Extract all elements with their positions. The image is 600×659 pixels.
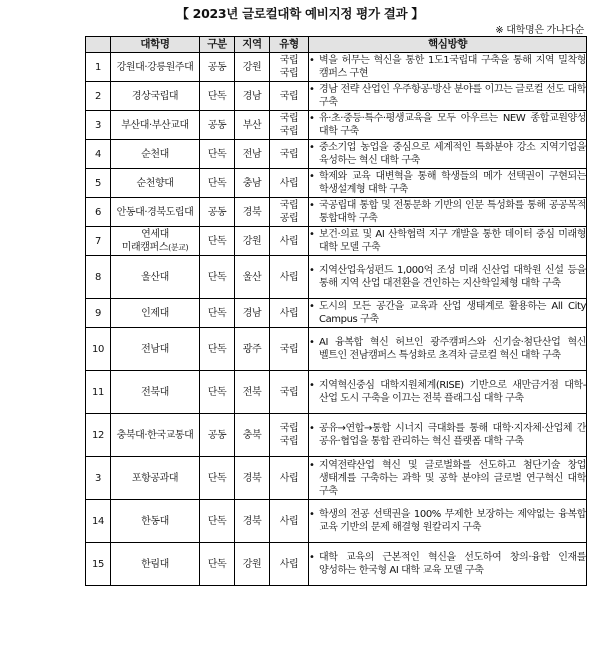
table-row bbox=[86, 169, 587, 198]
row-number: 6 bbox=[86, 198, 111, 227]
table-row bbox=[86, 328, 587, 371]
type-cell: 단독 bbox=[200, 169, 235, 198]
row-number: 2 bbox=[86, 82, 111, 111]
table-row bbox=[86, 140, 587, 169]
ownership-cell: 국립 국립 bbox=[270, 111, 309, 140]
region-cell: 경남 bbox=[235, 299, 270, 328]
university-name: 울산대 bbox=[111, 256, 200, 299]
university-name: 포항공과대 bbox=[111, 457, 200, 500]
column-header-number bbox=[86, 37, 111, 53]
column-header-direction: 핵심방향 bbox=[309, 37, 587, 53]
university-name: 전북대 bbox=[111, 371, 200, 414]
column-header-ownership: 유형 bbox=[270, 37, 309, 53]
university-name: 전남대 bbox=[111, 328, 200, 371]
university-name: 강원대·강릉원주대 bbox=[111, 53, 200, 82]
university-name: 순천대 bbox=[111, 140, 200, 169]
direction-cell: • AI 융복합 혁신 허브인 광주캠퍼스와 신기술·첨단산업 혁신 벨트인 전남캠퍼스 특성화로 초격차 글로컬 혁신 대학 구축 bbox=[309, 328, 587, 371]
table-row bbox=[86, 53, 587, 82]
type-cell: 단독 bbox=[200, 328, 235, 371]
type-cell: 단독 bbox=[200, 299, 235, 328]
university-name: 안동대·경북도립대 bbox=[111, 198, 200, 227]
column-header-region: 지역 bbox=[235, 37, 270, 53]
direction-cell: • 국공립대 통합 및 전통문화 기반의 인문 특성화를 통해 공공목적 통합대학 구축 bbox=[309, 198, 587, 227]
row-number: 15 bbox=[86, 543, 111, 586]
type-cell: 공동 bbox=[200, 111, 235, 140]
table-row bbox=[86, 371, 587, 414]
region-cell: 경북 bbox=[235, 500, 270, 543]
row-number: 11 bbox=[86, 371, 111, 414]
direction-cell: • 유·초·중등·특수·평생교육을 모두 아우르는 NEW 종합교원양성 대학 구축 bbox=[309, 111, 587, 140]
row-number: 10 bbox=[86, 328, 111, 371]
table-row bbox=[86, 299, 587, 328]
ownership-cell: 사립 bbox=[270, 299, 309, 328]
type-cell: 공동 bbox=[200, 414, 235, 457]
type-cell: 단독 bbox=[200, 500, 235, 543]
table-row bbox=[86, 227, 587, 256]
table-header-row bbox=[86, 37, 587, 53]
region-cell: 부산 bbox=[235, 111, 270, 140]
table-row bbox=[86, 198, 587, 227]
row-number: 1 bbox=[86, 53, 111, 82]
region-cell: 광주 bbox=[235, 328, 270, 371]
table-row bbox=[86, 256, 587, 299]
direction-cell: • 학생의 전공 선택권을 100% 무제한 보장하는 제약없는 융복합 교육 기반의 문제 해결형 원칼리지 구축 bbox=[309, 500, 587, 543]
region-cell: 전남 bbox=[235, 140, 270, 169]
type-cell: 단독 bbox=[200, 256, 235, 299]
region-cell: 경북 bbox=[235, 198, 270, 227]
direction-cell: • 대학 교육의 근본적인 혁신을 선도하여 창의·융합 인재를 양성하는 한국형 AI 대학 교육 모델 구축 bbox=[309, 543, 587, 586]
row-number: 5 bbox=[86, 169, 111, 198]
university-name: 충북대·한국교통대 bbox=[111, 414, 200, 457]
sort-note: ※ 대학명은 가나다순 bbox=[495, 25, 584, 36]
row-number: 12 bbox=[86, 414, 111, 457]
table-row bbox=[86, 500, 587, 543]
row-number: 4 bbox=[86, 140, 111, 169]
ownership-cell: 사립 bbox=[270, 543, 309, 586]
ownership-cell: 사립 bbox=[270, 169, 309, 198]
university-name: 부산대·부산교대 bbox=[111, 111, 200, 140]
direction-cell: • 도시의 모든 공간을 교육과 산업 생태계로 활용하는 All City Campus 구축 bbox=[309, 299, 587, 328]
direction-cell: • 벽을 허무는 혁신을 통한 1도1국립대 구축을 통해 지역 밀착형 캠퍼스 구현 bbox=[309, 53, 587, 82]
university-name: 한림대 bbox=[111, 543, 200, 586]
region-cell: 충남 bbox=[235, 169, 270, 198]
type-cell: 공동 bbox=[200, 53, 235, 82]
table-row bbox=[86, 414, 587, 457]
type-cell: 단독 bbox=[200, 227, 235, 256]
region-cell: 강원 bbox=[235, 227, 270, 256]
direction-cell: • 공유→연합→통합 시너지 극대화를 통해 대학·지자체·산업체 간 공유·협업을 통합 관리하는 혁신 플랫폼 대학 구축 bbox=[309, 414, 587, 457]
row-number: 8 bbox=[86, 256, 111, 299]
row-number: 14 bbox=[86, 500, 111, 543]
type-cell: 단독 bbox=[200, 543, 235, 586]
university-name: 인제대 bbox=[111, 299, 200, 328]
ownership-cell: 국립 국립 bbox=[270, 53, 309, 82]
direction-cell: • 경남 전략 산업인 우주항공·방산 분야를 이끄는 글로컬 선도 대학 구축 bbox=[309, 82, 587, 111]
row-number: 3 bbox=[86, 111, 111, 140]
ownership-cell: 국립 bbox=[270, 328, 309, 371]
table-row bbox=[86, 457, 587, 500]
university-name: 경상국립대 bbox=[111, 82, 200, 111]
region-cell: 경북 bbox=[235, 457, 270, 500]
type-cell: 단독 bbox=[200, 457, 235, 500]
university-name: 순천향대 bbox=[111, 169, 200, 198]
row-number: 7 bbox=[86, 227, 111, 256]
direction-cell: • 지역산업육성펀드 1,000억 조성 미래 신산업 대학원 신설 등을 통해 지역 산업 대전환을 견인하는 지산학일체형 대학 구축 bbox=[309, 256, 587, 299]
evaluation-results-table bbox=[85, 36, 587, 586]
page-title: 【 2023년 글로컬대학 예비지정 평가 결과 】 bbox=[176, 6, 424, 21]
direction-cell: • 학제와 교육 대변혁을 통해 학생들의 메가 선택권이 구현되는 학생설계형 대학 구축 bbox=[309, 169, 587, 198]
direction-cell: • 지역전략산업 혁신 및 글로벌화를 선도하고 첨단기술 창업 생태계를 구축하는 과학 및 공학 분야의 글로벌 연구혁신 대학 구축 bbox=[309, 457, 587, 500]
column-header-type: 구분 bbox=[200, 37, 235, 53]
table-row bbox=[86, 543, 587, 586]
ownership-cell: 국립 bbox=[270, 371, 309, 414]
type-cell: 공동 bbox=[200, 198, 235, 227]
region-cell: 경남 bbox=[235, 82, 270, 111]
ownership-cell: 국립 bbox=[270, 140, 309, 169]
ownership-cell: 사립 bbox=[270, 500, 309, 543]
university-name: 한동대 bbox=[111, 500, 200, 543]
table-row bbox=[86, 111, 587, 140]
ownership-cell: 사립 bbox=[270, 457, 309, 500]
region-cell: 울산 bbox=[235, 256, 270, 299]
row-number: 9 bbox=[86, 299, 111, 328]
ownership-cell: 국립 bbox=[270, 82, 309, 111]
region-cell: 강원 bbox=[235, 543, 270, 586]
direction-cell: • 지역혁신중심 대학지원체계(RISE) 기반으로 새만금거점 대학-산업 도시 구축을 이끄는 전북 플래그십 대학 구축 bbox=[309, 371, 587, 414]
type-cell: 단독 bbox=[200, 140, 235, 169]
direction-cell: • 보건·의료 및 AI 산학협력 지구 개발을 통한 데이터 중심 미래형 대학 모델 구축 bbox=[309, 227, 587, 256]
region-cell: 강원 bbox=[235, 53, 270, 82]
region-cell: 충북 bbox=[235, 414, 270, 457]
column-header-university: 대학명 bbox=[111, 37, 200, 53]
type-cell: 단독 bbox=[200, 82, 235, 111]
ownership-cell: 국립 공립 bbox=[270, 198, 309, 227]
type-cell: 단독 bbox=[200, 371, 235, 414]
university-name: 연세대 미래캠퍼스(분교) bbox=[111, 227, 200, 256]
ownership-cell: 국립 국립 bbox=[270, 414, 309, 457]
region-cell: 전북 bbox=[235, 371, 270, 414]
table-row bbox=[86, 82, 587, 111]
ownership-cell: 사립 bbox=[270, 256, 309, 299]
direction-cell: • 중소기업 농업을 중심으로 세계적인 특화분야 강소 지역기업을 육성하는 혁신 대학 구축 bbox=[309, 140, 587, 169]
row-number: 3 bbox=[86, 457, 111, 500]
ownership-cell: 사립 bbox=[270, 227, 309, 256]
